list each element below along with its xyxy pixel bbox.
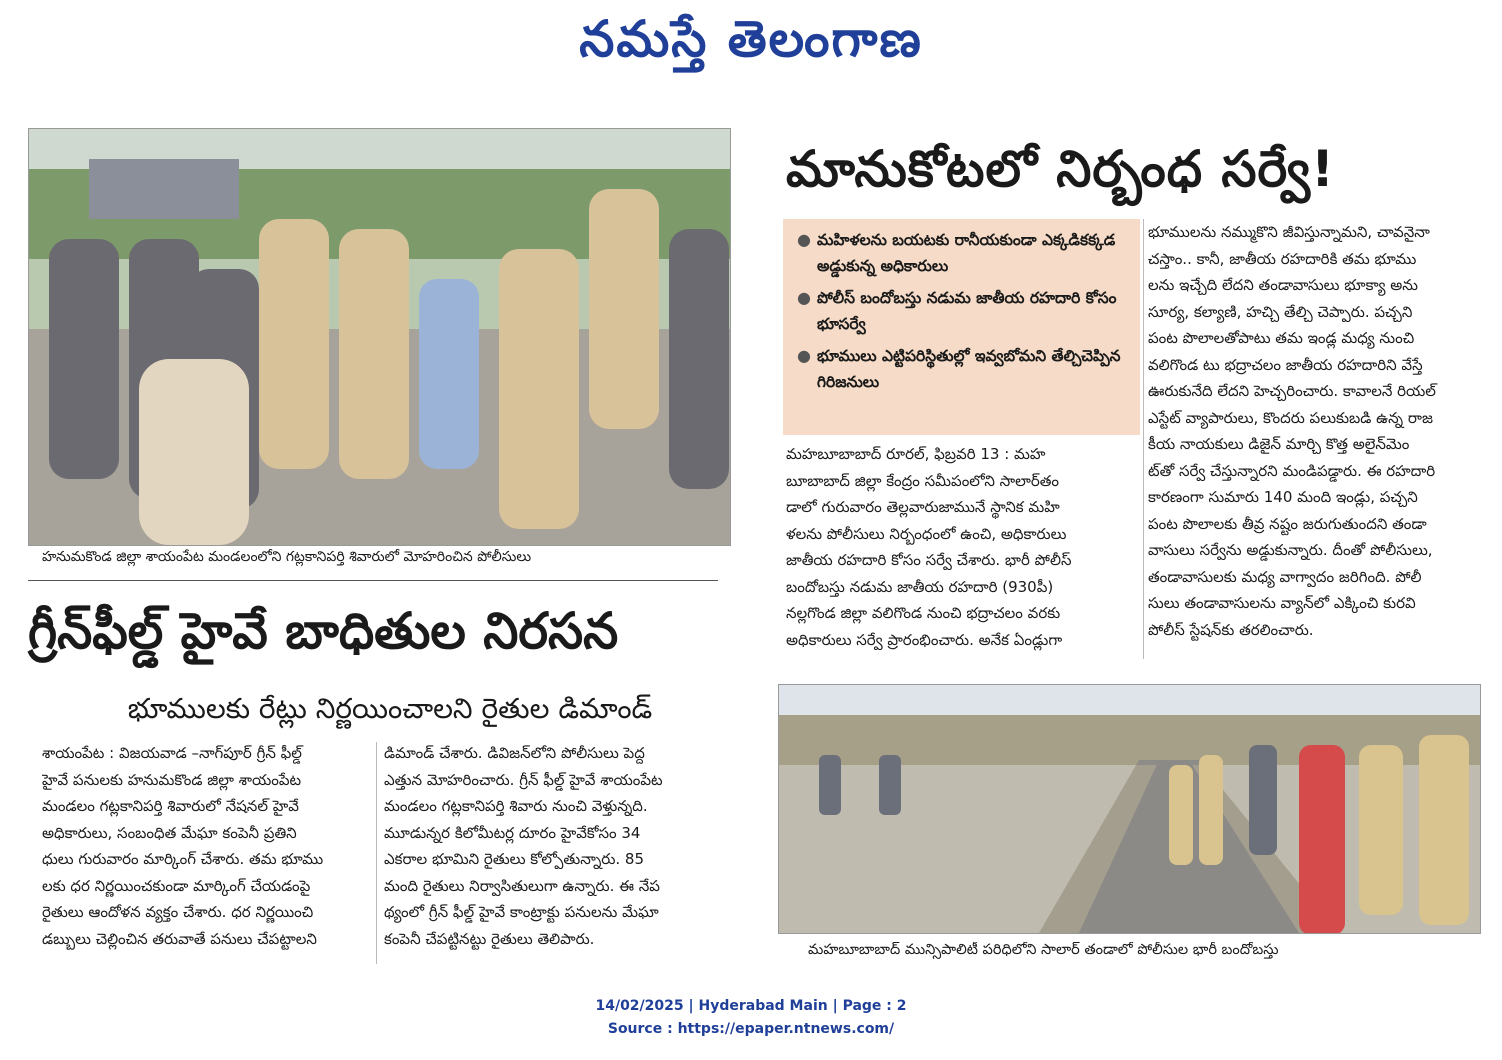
text-line: వాసులు సర్వేను అడ్డుకున్నారు. దీంతో పోలీసులు, (1148, 541, 1433, 559)
headline-right: మానుకోటలో నిర్బంధ సర్వే! (786, 140, 1335, 198)
text-line: శాయంపేట : విజయవాడ –నాగ్‌పూర్ గ్రీన్ ఫీల్డ్ (42, 744, 302, 762)
text-line: నల్లగొండ జిల్లా వలిగొండ నుంచి భద్రాచలం వరకు (786, 604, 1061, 622)
text-line: డబ్బులు చెల్లించిన తరువాతే పనులు చేపట్టాలని (42, 929, 317, 948)
article-left-column-1 (42, 740, 370, 952)
text-line: డిమాండ్ చేశారు. డివిజన్‌లోని పోలీసులు పెద్ద (384, 744, 645, 762)
text-line: అధికారులు, సంబంధిత మేఘా కంపెనీ ప్రతిని (42, 823, 297, 842)
text-line: భూములను నమ్ముకొని జీవిస్తున్నామని, చావనైనా (1148, 223, 1430, 241)
text-line: సులు తండావాసులను వ్యాన్‌లో ఎక్కించి కురవి (1148, 594, 1416, 612)
highlight-text: భూములు ఎట్టిపరిస్థితుల్లో ఇవ్వబోమని తేల్చిచెప్పిన గిరిజనులు (817, 347, 1121, 391)
article-right-column-2 (1148, 219, 1478, 643)
photo-police-gathering (28, 128, 731, 546)
text-line: మండలం గట్లకానిపర్తి శివారు నుంచి వెళ్తున్నది. (384, 797, 648, 815)
text-line: ట్‌తో సర్వే చేస్తున్నారని మండిపడ్డారు. ఈ రహదారి (1148, 461, 1436, 480)
text-line: ధులు గురువారం మార్కింగ్ చేశారు. తమ భూము (42, 850, 324, 868)
text-line: మూడున్నర కిలోమీటర్ల దూరం హైవేకోసం 34 (384, 823, 641, 842)
headline-left: గ్రీన్‌ఫీల్డ్ హైవే బాధితుల నిరసన (28, 602, 619, 660)
masthead-logo: నమస్తే తెలంగాణ (579, 10, 923, 68)
column-divider (1143, 219, 1144, 659)
column-divider (376, 742, 377, 964)
footer-date-edition: 14/02/2025 | Hyderabad Main | Page : 2 (595, 998, 907, 1014)
text-line: థ్యంలో గ్రీన్ ఫీల్డ్ హైవే కాంట్రాక్టు పనులను మేఘా (384, 903, 659, 921)
text-line: అధికారులు సర్వే ప్రారంభించారు. అనేక ఏండ్లుగా (786, 630, 1063, 649)
text-line: కారణంగా సుమారు 140 మంది ఇండ్లు, పచ్చని (1148, 488, 1418, 506)
photo-caption-bottom-right: మహబూబాబాద్ మున్సిపాలిటీ పరిధిలోని సాలార్ తండాలో పోలీసుల భారీ బందోబస్తు (808, 942, 1279, 958)
bullet-icon: ● (797, 288, 811, 307)
highlight-item (795, 227, 1130, 279)
bullet-icon: ● (797, 346, 811, 365)
text-line: రైతులు ఆందోళన వ్యక్తం చేశారు. ధర నిర్ణయించి (42, 903, 314, 921)
subheadline-left: భూములకు రేట్లు నిర్ణయించాలని రైతుల డిమాండ్ (127, 692, 653, 725)
text-line: ళలను పోలీసులు నిర్బంధంలో ఉంచి, అధికారులు (786, 524, 1067, 543)
divider-rule (28, 580, 718, 581)
photo-caption-top-left: హనుమకొండ జిల్లా శాయంపేట మండలంలోని గట్లకానిపర్తి శివారులో మోహరించిన పోలీసులు (42, 549, 532, 565)
text-line: డాలో గురువారం తెల్లవారుజామునే స్థానిక మహి (786, 498, 1060, 516)
text-line: మండలం గట్లకానిపర్తి శివారులో నేషనల్ హైవే (42, 797, 299, 815)
text-line: పంట పొలాలకు తీవ్ర నష్టం జరుగుతుందని తండా (1148, 514, 1427, 533)
text-line: తండావాసులకు మధ్య వాగ్వాదం జరిగింది. పోలీ (1148, 567, 1422, 586)
text-line: బందోబస్తు నడుమ జాతీయ రహదారి (930పీ) (786, 577, 1054, 596)
text-line: మహబూబాబాద్ రూరల్, ఫిబ్రవరి 13 : మహ (786, 445, 1046, 463)
text-line: కంపెనీ చేపట్టినట్టు రైతులు తెలిపారు. (384, 929, 595, 948)
highlight-item (795, 285, 1130, 337)
text-line: లకు ధర నిర్ణయించకుండా మార్కింగ్ చేయడంపై (42, 876, 311, 895)
highlight-text: పోలీస్ బందోబస్తు నడుమ జాతీయ రహదారి కోసం భూసర్వే (817, 289, 1117, 333)
text-line: హైవే పనులకు హనుమకొండ జిల్లా శాయంపేట (42, 770, 302, 789)
text-line: పోలీస్ స్టేషన్‌కు తరలించారు. (1148, 620, 1314, 639)
text-line: కీయ నాయకులు డిజైన్ మార్చి కొత్త అలైన్‌మెం (1148, 435, 1410, 453)
article-left-column-2 (384, 740, 720, 952)
text-line: ఎత్తున మోహరించారు. గ్రీన్ ఫీల్డ్ హైవే శాయంపేట (384, 770, 663, 789)
text-line: చస్తాం.. కానీ, జాతీయ రహదారికి తమ భూము (1148, 249, 1417, 268)
highlight-item (795, 343, 1130, 395)
text-line: జాతీయ రహదారి కోసం సర్వే చేశారు. భారీ పోలీస్ (786, 551, 1072, 569)
article-right-column-1 (786, 441, 1138, 653)
footer-source-link[interactable]: Source : https://epaper.ntnews.com/ (607, 1021, 895, 1037)
highlights-box (783, 219, 1140, 435)
text-line: లను ఇచ్చేది లేదని తండావాసులు భూక్యా అను (1148, 276, 1418, 294)
text-line: మంది రైతులు నిర్వాసితులుగా ఉన్నారు. ఈ నేప (384, 876, 660, 895)
text-line: ఎస్టేట్ వ్యాపారులు, కొందరు పలుకుబడి ఉన్న రాజ (1148, 408, 1433, 427)
text-line: బూబాబాద్ జిల్లా కేంద్రం సమీపంలోని సాలార్‌తం (786, 471, 1059, 490)
text-line: సూర్య, కల్యాణి, హచ్చి తేల్చి చెప్పారు. పచ్చని (1148, 302, 1413, 321)
text-line: పంట పొలాలతోపాటు తమ ఇండ్ల మధ్య నుంచి (1148, 329, 1415, 347)
text-line: ఎకరాల భూమిని రైతులు కోల్పోతున్నారు. 85 (384, 850, 645, 868)
text-line: వలిగొండ టు భద్రాచలం జాతీయ రహదారిని వేస్తే (1148, 355, 1423, 374)
highlight-text: మహిళలను బయటకు రానీయకుండా ఎక్కడికక్కడ అడ్డుకున్న అధికారులు (817, 231, 1116, 275)
bullet-icon: ● (797, 230, 811, 249)
photo-road-police-deployment (778, 684, 1481, 934)
text-line: ఊరుకునేది లేదని హెచ్చరించారు. కావాలనే రియల్ (1148, 382, 1436, 400)
